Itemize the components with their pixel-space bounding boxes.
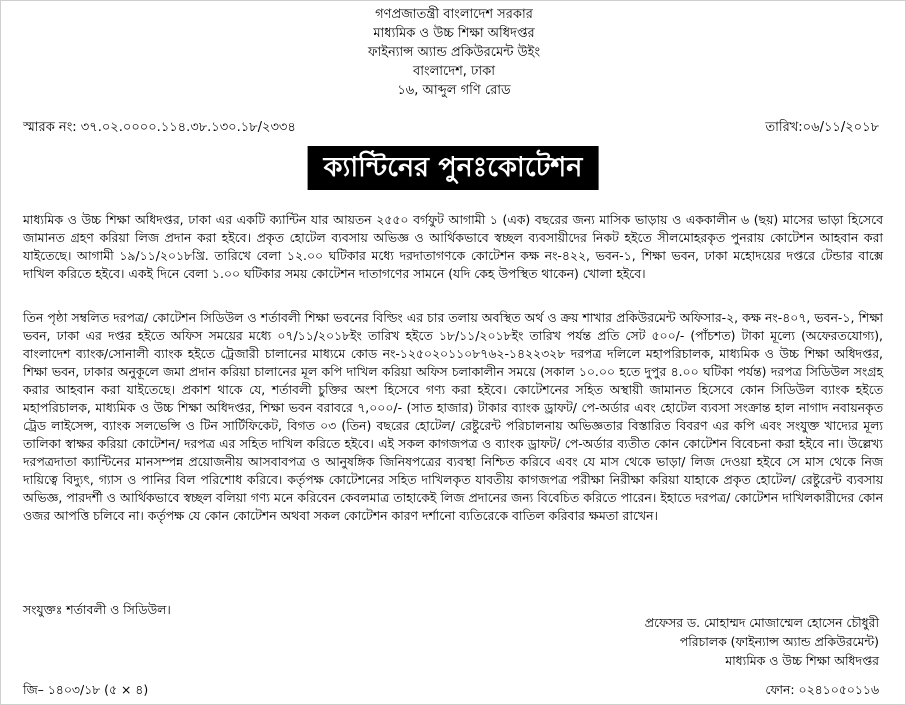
signatory-name: প্রফেসর ড. মোহাম্মদ মোজাম্মেল হোসেন চৌধুরী	[644, 615, 879, 630]
memo-number: স্মারক নং: ৩৭.০২.০০০০.১১৪.৩৮.১৩০.১৮/২৩৩৪	[23, 120, 296, 135]
header-government: গণপ্রজাতন্ত্রী বাংলাদেশ সরকার	[375, 7, 533, 22]
body-paragraph-1: মাধ্যমিক ও উচ্চ শিক্ষা অধিদপ্তর, ঢাকা এর একটি ক্যান্টিন যার আয়তন ২৫৫০ বর্গফুট আগামী ১ (এক) বছরের জন্য মাসিক ভাড়ায় ও এককালীন ৬ (ছয়) মাসের ভাড়া হিসেবে জামানত গ্রহণ করিয়া লিজ প্রদান করা হইবে। প্রকৃত হোটেল ব্যবসায় অভিজ্ঞ ও আর্থিকভাবে স্বচ্ছল ব্যবসায়ীদের নিকট হইতে সীলমোহরকৃত পুনরায় কোটেশন আহবান করা যাইতেছে। আগামী ১৯/১১/২০১৮খ্রি. তারিখে বেলা ১২.০০ ঘটিকার মধ্যে দরদাতাগণকে কোটেশন কক্ষ নং-৪২২, ভবন-১, শিক্ষা ভবন, ঢাকা মহোদয়ের দপ্তরে টেন্ডার বাক্সে দাখিল করিতে হইবে। একই দিনে বেলা ১.০০ ঘটিকার সময় কোটেশন দাতাগণের সামনে (যদি কেহ উপস্থিত থাকেন) খোলা হইবে।	[23, 212, 883, 281]
phone-number: ফোন: ০২৪১০৫০১১৬	[765, 682, 879, 697]
signatory-office: মাধ্যমিক ও উচ্চ শিক্ষা অধিদপ্তর	[725, 653, 879, 668]
signatory-designation: পরিচালক (ফাইন্যান্স অ্যান্ড প্রকিউরমেন্ট)	[679, 634, 879, 649]
notice-title: ক্যান্টিনের পুনঃকোটেশন	[308, 146, 599, 190]
header-location: বাংলাদেশ, ঢাকা	[412, 64, 496, 79]
notice-date: তারিখ:০৬/১১/২০১৮	[765, 120, 879, 135]
header-directorate: মাধ্যমিক ও উচ্চ শিক্ষা অধিদপ্তর	[373, 26, 535, 41]
publication-code: জি– ১৪০৩/১৮ (৫ × ৪)	[23, 682, 149, 697]
header-address: ১৬, আব্দুল গণি রোড	[397, 83, 511, 98]
signature-block	[645, 613, 879, 670]
body-paragraph-2: তিন পৃষ্ঠা সম্বলিত দরপত্র/ কোটেশন সিডিউল ও শর্তাবলী শিক্ষা ভবনের বিল্ডিং এর চার তলায় অবস্থিত অর্থ ও ক্রয় শাখার প্রকিউরমেন্ট অফিসার-২, কক্ষ নং-৪০৭, ভবন-১, শিক্ষা ভবন, ঢাকা এর দপ্তর হইতে অফিস সময়ের মধ্যে ০৭/১১/২০১৮ইং তারিখ হইতে ১৮/১১/২০১৮ইং তারিখ পর্যন্ত প্রতি সেট ৫০০/- (পাঁচশত) টাকা মূল্যে (অফেরতযোগ্য), বাংলাদেশ ব্যাংক/সোনালী ব্যাংক হইতে ট্রেজারী চালানের মাধ্যমে কোড নং-১২৫০২০১১০৮৭৬২-১৪২২৩২৮ দরপত্র দলিলে মহাপরিচালক, মাধ্যমিক ও উচ্চ শিক্ষা অধিদপ্তর, শিক্ষা ভবন, ঢাকার অনুকূলে জমা প্রদান করিয়া চালানের মূল কপি দাখিল করিয়া অফিস চলাকালীন সময়ে (সকাল ১০.০০ হতে দুপুর ৪.০০ ঘটিকা পর্যন্ত) দরপত্র সিডিউল সংগ্রহ করার আহবান করা যাইতেছে। প্রকাশ থাকে যে, শর্তাবলী চুক্তির অংশ হিসেবে গণ্য করা হইবে। কোটেশনের সহিত অস্থায়ী জামানত হিসেবে কোন সিডিউল ব্যাংক হইতে মহাপরিচালক, মাধ্যমিক ও উচ্চ শিক্ষা অধিদপ্তর, শিক্ষা ভবন বরাবরে ৭,০০০/- (সাত হাজার) টাকার ব্যাংক ড্রাফট/ পে-অর্ডার এবং হোটেল ব্যবসা সংক্রান্ত হাল নাগাদ নবায়নকৃত ট্রেড লাইসেন্স, ব্যাংক সলভেন্সি ও টিন সার্টিফিকেট, বিগত ০৩ (তিন) বছরের হোটেল/ রেষ্টুরেন্ট পরিচালনায় অভিজ্ঞতার বিস্তারিত বিবরণ এর কপি এবং সংযুক্ত খাদ্যের মূল্য তালিকা স্বাক্ষর করিয়া কোটেশন/ দরপত্র এর সহিত দাখিল করিতে হইবে। এই সকল কাগজপত্র ও ব্যাংক ড্রাফট/ পে-অর্ডার ব্যতীত কোন কোটেশন বিবেচনা করা হইবে না। উল্লেখ্য দরপত্রদাতা ক্যান্টিনের মানসম্পন্ন প্রয়োজনীয় আসবাবপত্র ও আনুষঙ্গিক জিনিষপত্রের ব্যবস্থা নিশ্চিত করিবে এবং যে মাস থেকে ভাড়া/ লিজ দেওয়া হইবে সে মাস থেকে নিজ দায়িত্বে বিদ্যুৎ, গ্যাস ও পানির বিল পরিশোধ করিবে। কর্তৃপক্ষ কোটেশনের সহিত দাখিলকৃত যাবতীয় কাগজপত্র পরীক্ষা নিরীক্ষা করিয়া যাহাকে প্রকৃত হোটেল/ রেষ্টুরেন্ট ব্যবসায় অভিজ্ঞ, পারদর্শী ও আর্থিকভাবে স্বচ্ছল বলিয়া গণ্য মনে করিবেন কেবলমাত্র তাহাকেই লিজ প্রদানের জন্য বিবেচিত করিতে পারেন। ইহাতে দরপত্র/ কোটেশন দাখিলকারীদের কোন ওজর আপত্তি চলিবে না। কর্তৃপক্ষ যে কোন কোটেশন অথবা সকল কোটেশন কারণ দর্শানো ব্যতিরেকে বাতিল করিবার ক্ষমতা রাখেন।	[23, 310, 883, 523]
letterhead	[1, 5, 906, 100]
header-wing: ফাইন্যান্স অ্যান্ড প্রকিউরমেন্ট উইং	[367, 45, 541, 60]
enclosure-note: সংযুক্তঃ শর্তাবলী ও সিডিউল।	[23, 602, 171, 617]
